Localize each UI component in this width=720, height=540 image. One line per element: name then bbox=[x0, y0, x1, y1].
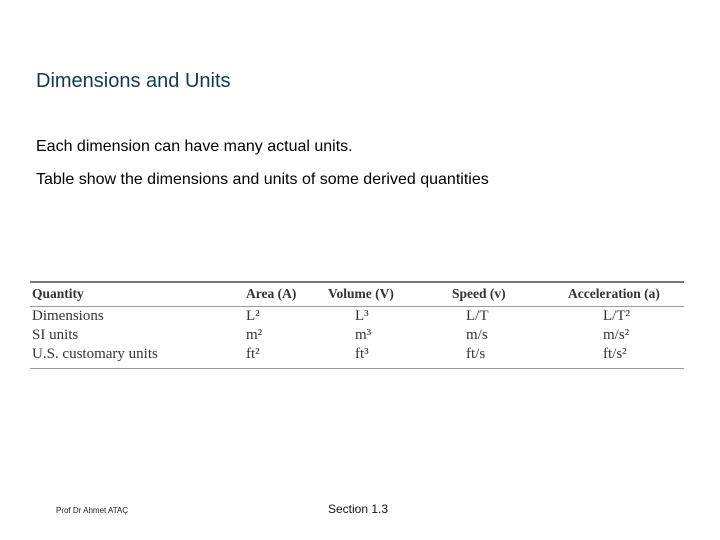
cell-area: L² bbox=[246, 308, 260, 324]
cell-speed: L/T bbox=[466, 308, 489, 324]
header-volume: Volume (V) bbox=[328, 286, 394, 301]
footer-section: Section 1.3 bbox=[328, 502, 389, 516]
cell-volume: ft³ bbox=[355, 346, 369, 362]
cell-speed: ft/s bbox=[466, 346, 486, 362]
cell-acceleration: ft/s² bbox=[603, 346, 627, 362]
header-quantity: Quantity bbox=[32, 286, 84, 301]
cell-acceleration: m/s² bbox=[603, 327, 630, 343]
row-label: U.S. customary units bbox=[32, 346, 158, 362]
bullet-text-1: Each dimension can have many actual units. bbox=[36, 138, 353, 155]
table-row bbox=[30, 345, 684, 364]
cell-volume: m³ bbox=[355, 327, 372, 343]
table-row bbox=[30, 326, 684, 345]
cell-area: m² bbox=[246, 327, 263, 343]
header-acceleration: Acceleration (a) bbox=[568, 286, 660, 301]
header-speed: Speed (v) bbox=[452, 286, 506, 301]
table-header-row bbox=[30, 283, 684, 303]
slide-title: Dimensions and Units bbox=[36, 70, 231, 92]
table-row bbox=[30, 307, 684, 326]
units-table bbox=[30, 281, 684, 369]
cell-acceleration: L/T² bbox=[603, 308, 630, 324]
row-label: Dimensions bbox=[32, 308, 104, 324]
bullet-text-2: Table show the dimensions and units of some derived quantities bbox=[36, 171, 489, 188]
cell-area: ft² bbox=[246, 346, 260, 362]
header-area: Area (A) bbox=[246, 286, 297, 301]
cell-speed: m/s bbox=[466, 327, 488, 343]
row-label: SI units bbox=[32, 327, 79, 343]
cell-volume: L³ bbox=[355, 308, 369, 324]
footer-author: Prof Dr Ahmet ATAÇ bbox=[56, 506, 129, 515]
table-bottom-rule bbox=[30, 368, 684, 369]
